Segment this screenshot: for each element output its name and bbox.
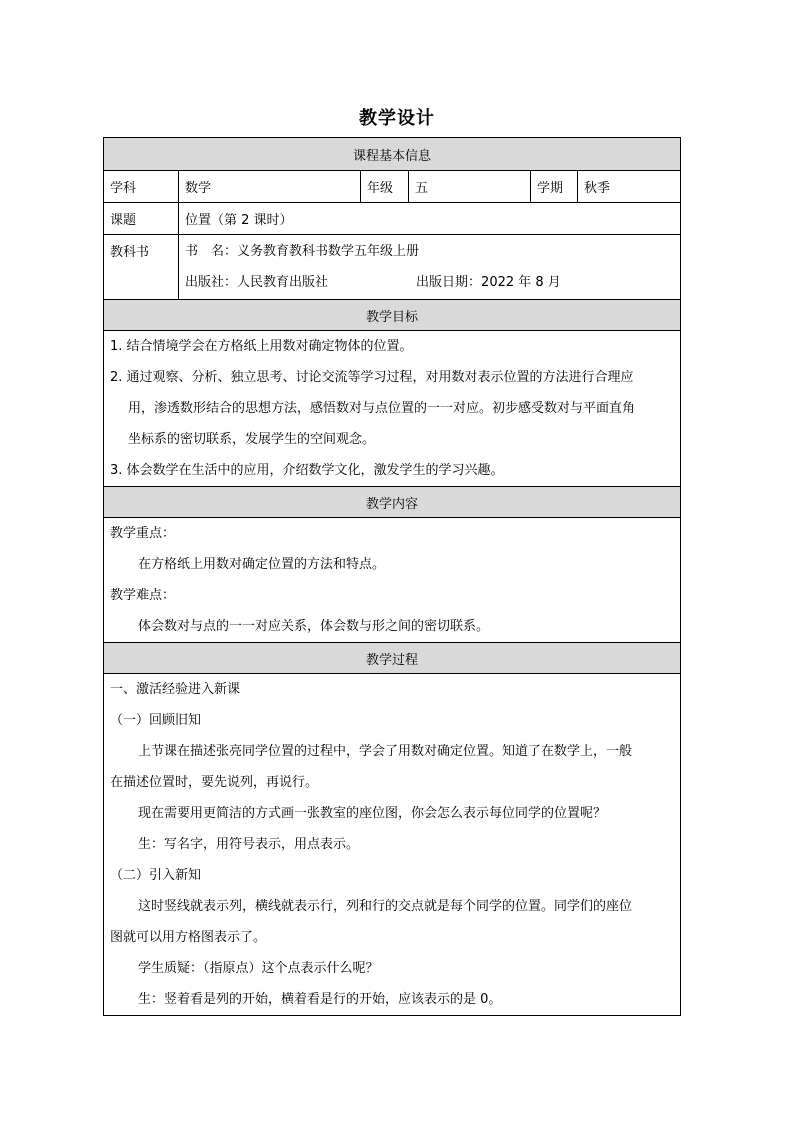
document-title: 教学设计 [359,108,435,129]
subject-label: 学科 [104,171,179,203]
process-paragraph: 这时竖线就表示列，横线就表示行，列和行的交点就是每个同学的位置。同学们的座位 [138,899,633,914]
process-paragraph: 现在需要用更简洁的方式画一张教室的座位图，你会怎么表示每位同学的位置呢？ [138,806,607,821]
publish-date [416,267,561,298]
process-part-title: （二）引入新知 [110,868,202,883]
book-name-line [185,236,674,267]
subject-value: 数学 [179,171,361,203]
publisher-line [185,267,674,298]
process-heading: 教学过程 [104,643,681,674]
difficulty-text: 体会数对与点的一一对应关系，体会数与形之间的密切联系。 [138,619,490,634]
lesson-plan-table [103,137,681,1016]
publisher-value: 人民教育出版社 [237,275,329,290]
objective-item: 3. 体会数学在生活中的应用，介绍数学文化，激发学生的学习兴趣。 [110,463,504,478]
process-row [104,674,681,1016]
content-body [104,518,681,643]
textbook-row [104,235,681,300]
key-point-label: 教学重点： [110,526,176,541]
basic-info-header-row [104,138,681,171]
objectives-header-row [104,300,681,331]
subject-row [104,171,681,203]
textbook-details [179,235,681,300]
process-paragraph: 生：竖着看是列的开始，横着看是行的开始，应该表示的是 0。 [138,992,502,1007]
publisher [185,267,328,298]
book-name-label: 书 名： [185,244,238,259]
term-value: 秋季 [578,171,681,203]
key-point-text: 在方格纸上用数对确定位置的方法和特点。 [138,557,386,572]
topic-row [104,203,681,235]
grade-label: 年级 [361,171,409,203]
objectives-list [104,331,681,487]
publish-date-value: 2022 年 8 月 [481,275,561,290]
process-paragraph: 学生质疑：（指原点）这个点表示什么呢？ [138,961,379,976]
publisher-label: 出版社： [185,275,238,290]
difficulty-label: 教学难点： [110,588,176,603]
process-paragraph-cont: 在描述位置时，要先说列，再说行。 [110,775,319,790]
grade-value: 五 [409,171,531,203]
content-row [104,518,681,643]
objective-item-line: 2. 通过观察、分析、独立思考、讨论交流等学习过程，对用数对表示位置的方法进行合理应 [110,370,634,385]
topic-label: 课题 [104,203,179,235]
objectives-heading: 教学目标 [104,300,681,331]
content-header-row [104,487,681,518]
objective-item: 1. 结合情境学会在方格纸上用数对确定物体的位置。 [110,339,413,354]
basic-info-heading: 课程基本信息 [104,138,681,171]
process-header-row [104,643,681,674]
objectives-row [104,331,681,487]
objective-item-line: 用，渗透数形结合的思想方法，感悟数对与点位置的一一对应。初步感受数对与平面直角 [128,401,636,416]
term-label: 学期 [531,171,578,203]
book-name-value: 义务教育教科书数学五年级上册 [237,244,420,259]
content-heading: 教学内容 [104,487,681,518]
process-paragraph: 生：写名字，用符号表示，用点表示。 [138,837,360,852]
topic-value: 位置（第 2 课时） [179,203,681,235]
objective-item-line: 坐标系的密切联系，发展学生的空间观念。 [128,432,376,447]
process-body [104,674,681,1016]
process-section-title: 一、激活经验进入新课 [110,682,241,697]
publish-date-label: 出版日期： [416,275,482,290]
process-paragraph-cont: 图就可以用方格图表示了。 [110,930,267,945]
textbook-label: 教科书 [104,235,179,300]
process-part-title: （一）回顾旧知 [110,713,202,728]
process-paragraph: 上节课在描述张亮同学位置的过程中，学会了用数对确定位置。知道了在数学上，一般 [138,744,633,759]
